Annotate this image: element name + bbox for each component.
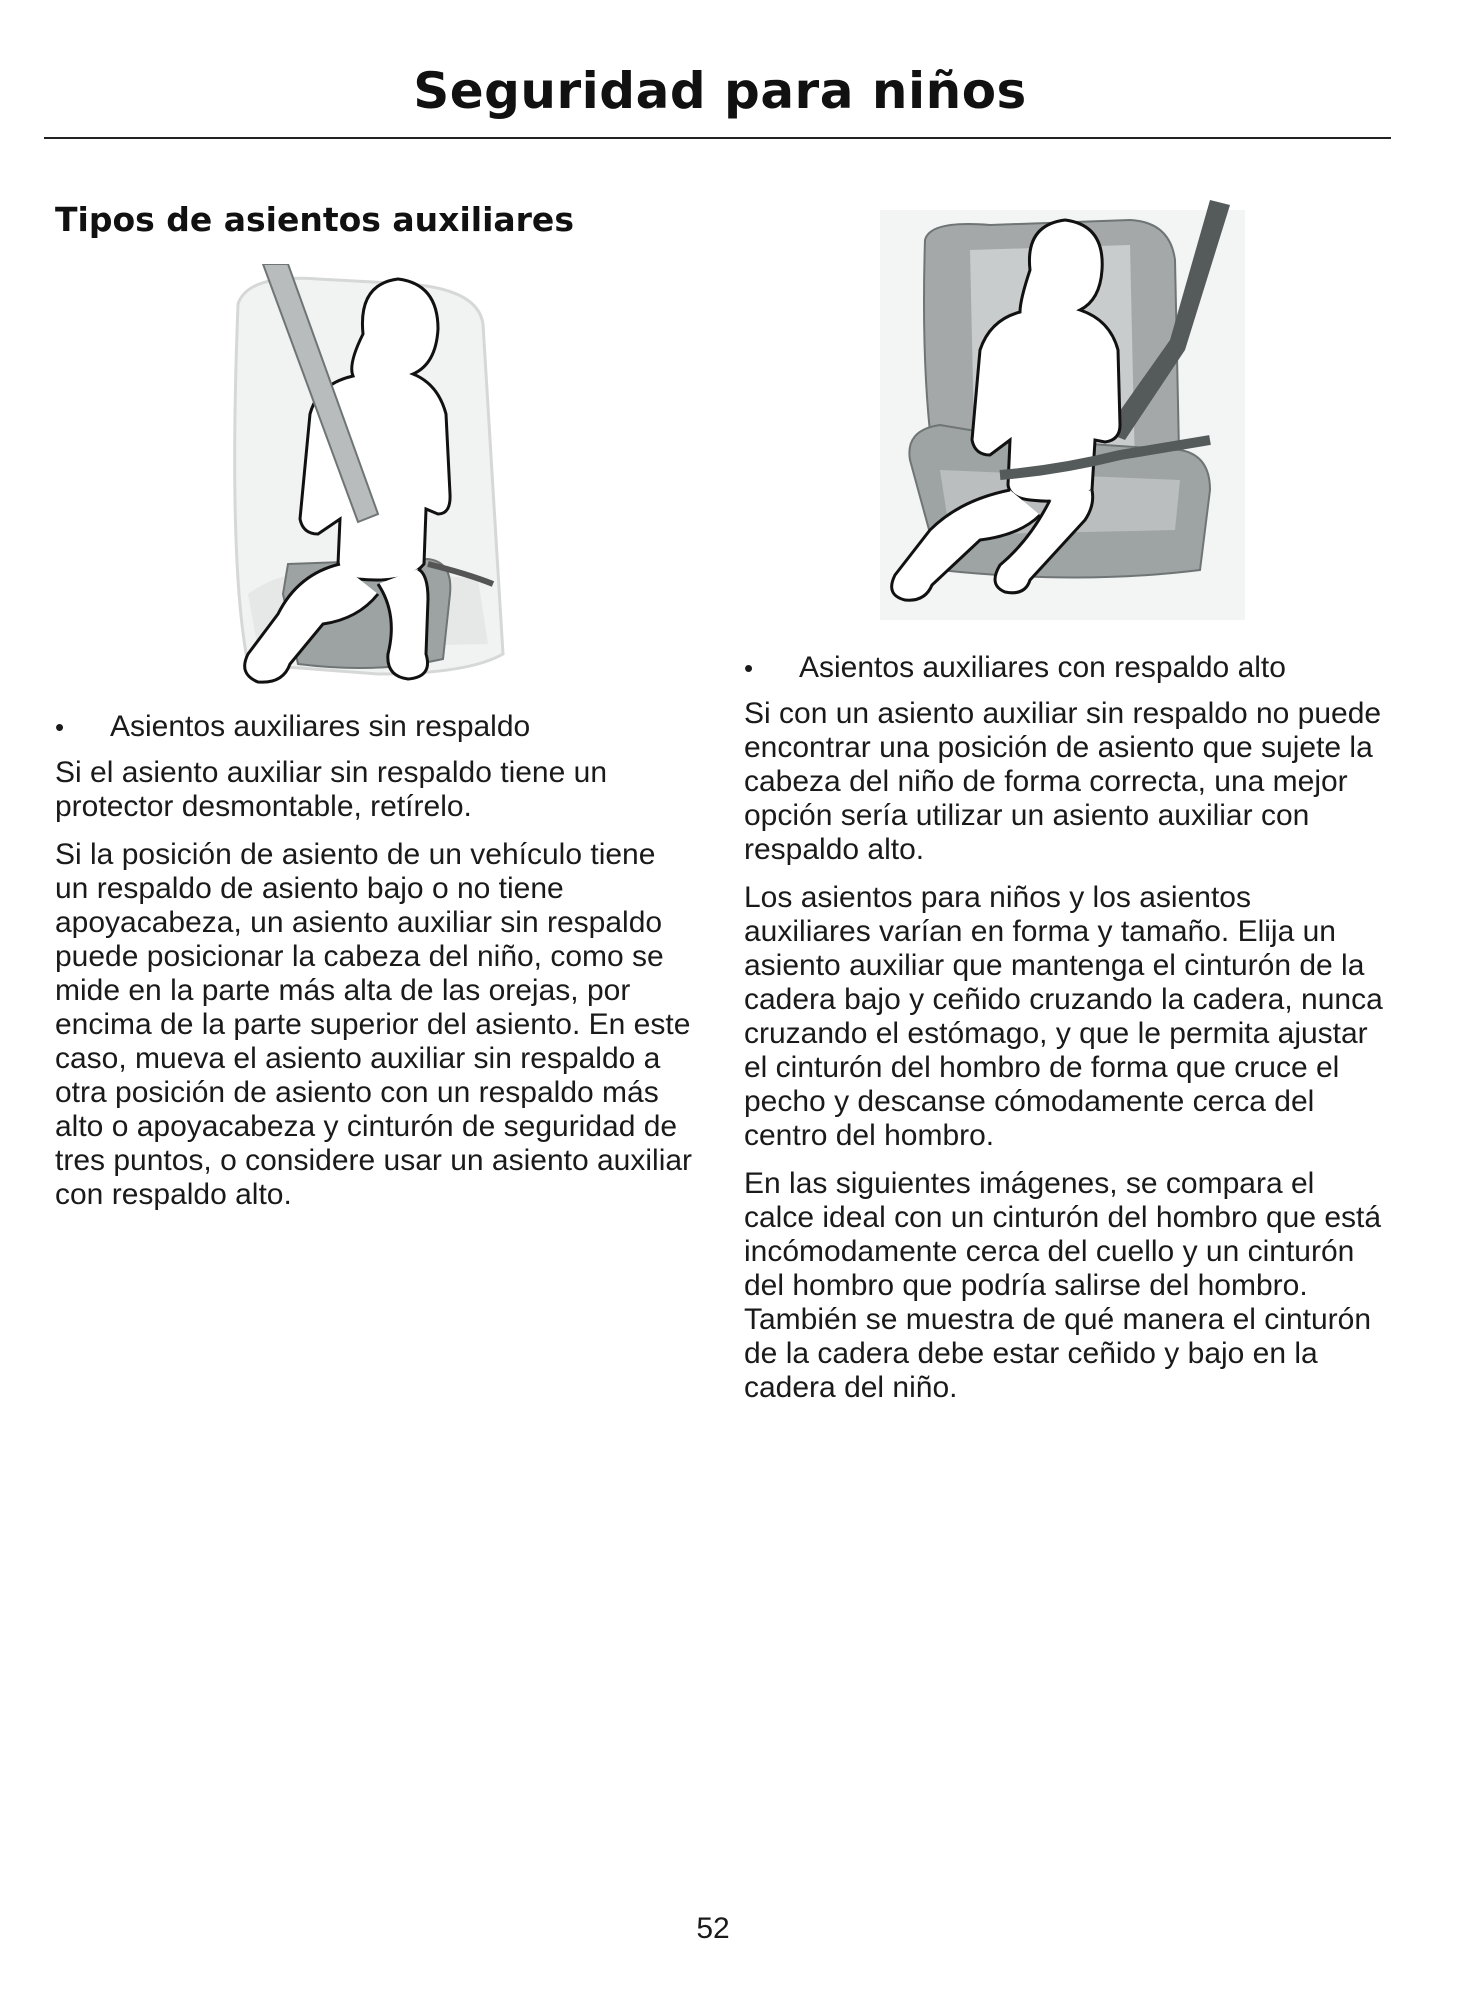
page-number: 52 <box>696 1912 730 1945</box>
bullet-marker: • <box>55 712 65 742</box>
title-divider <box>44 137 1391 139</box>
section-heading: Tipos de asientos auxiliares <box>55 200 574 239</box>
page-title: Seguridad para niños <box>413 62 1027 120</box>
right-column <box>744 651 1384 1419</box>
backless-booster-illustration <box>228 264 528 684</box>
bullet-backless-booster <box>55 710 695 744</box>
high-back-booster-illustration <box>880 200 1245 620</box>
left-column <box>55 710 695 1226</box>
paragraph: En las siguientes imágenes, se compara el calce ideal con un cinturón del hombro que está incómodamente cerca del cuello y un cinturón del hombro que podría salirse del hombro. También se muestra de qué manera el cinturón de la cadera debe estar ceñido y bajo en la cadera del niño. <box>744 1167 1382 1404</box>
bullet-text: Asientos auxiliares sin respaldo <box>110 710 531 743</box>
paragraph: Si el asiento auxiliar sin respaldo tiene un protector desmontable, retírelo. <box>55 756 607 823</box>
paragraph: Si la posición de asiento de un vehículo tiene un respaldo de asiento bajo o no tiene apoyacabeza, un asiento auxiliar sin respaldo puede posicionar la cabeza del niño, como se mide en la parte más alta de las orejas, por encima de la parte superior del asiento. En este caso, mueva el asiento auxiliar sin respaldo a otra posición de asiento con un respaldo más alto o apoyacabeza y cinturón de seguridad de tres puntos, o considere usar un asiento auxiliar con respaldo alto. <box>55 838 693 1211</box>
bullet-text: Asientos auxiliares con respaldo alto <box>799 651 1286 684</box>
paragraph: Los asientos para niños y los asientos auxiliares varían en forma y tamaño. Elija un asiento auxiliar que mantenga el cinturón de la cadera bajo y ceñido cruzando la cadera, nunca cruzando el estómago, y que le permita ajustar el cinturón del hombro de forma que cruce el pecho y descanse cómodamente cerca del centro del hombro. <box>744 881 1383 1152</box>
bullet-marker: • <box>744 653 754 683</box>
bullet-high-back-booster <box>744 651 1384 685</box>
paragraph: Si con un asiento auxiliar sin respaldo no puede encontrar una posición de asiento que sujete la cabeza del niño de forma correcta, una mejor opción sería utilizar un asiento auxiliar con respaldo alto. <box>744 697 1382 866</box>
